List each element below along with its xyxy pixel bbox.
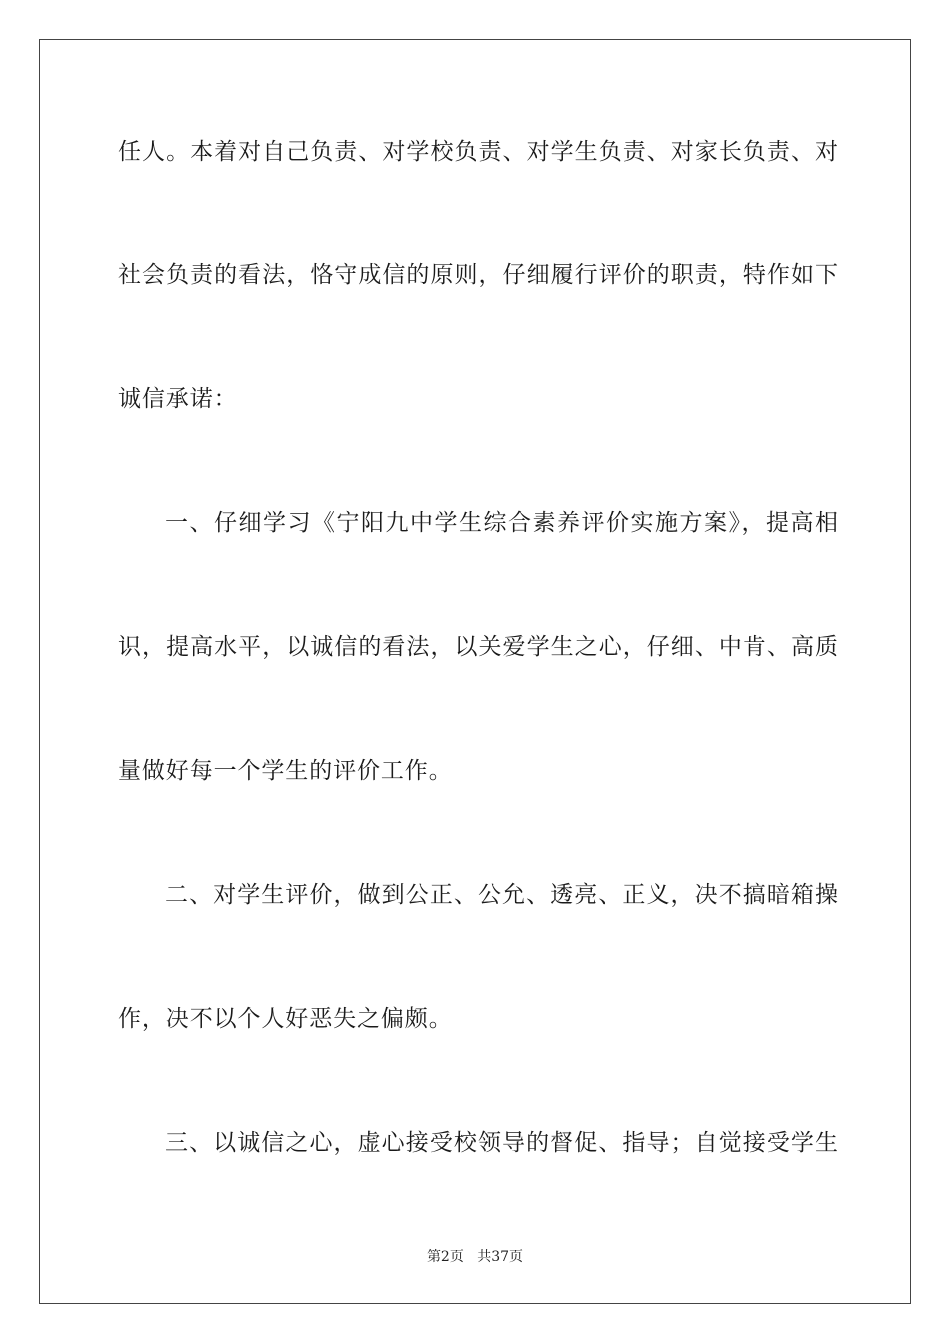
page-border (39, 39, 911, 1304)
body-text-line: 量做好每一个学生的评价工作。 (118, 758, 453, 784)
body-text-line: 作，决不以个人好恶失之偏颇。 (118, 1006, 453, 1032)
body-text-line: 任人。本着对自己负责、对学校负责、对学生负责、对家长负责、对 (118, 139, 838, 165)
body-text-line: 诚信承诺： (118, 386, 238, 412)
paragraph-first-line: 三、以诚信之心，虚心接受校领导的督促、指导；自觉接受学生 (165, 1130, 838, 1156)
page-footer (0, 1248, 950, 1266)
paragraph-first-line: 一、仔细学习《宁阳九中学生综合素养评价实施方案》，提高相 (165, 510, 838, 536)
total-pages: 共37页 (477, 1249, 524, 1265)
page-number: 第2页 (426, 1249, 464, 1265)
paragraph-first-line: 二、对学生评价，做到公正、公允、透亮、正义，决不搞暗箱操 (165, 882, 838, 908)
body-text-line: 社会负责的看法，恪守成信的原则，仔细履行评价的职责，特作如下 (118, 262, 838, 288)
body-text-line: 识，提高水平，以诚信的看法，以关爱学生之心，仔细、中肯、高质 (118, 634, 838, 660)
